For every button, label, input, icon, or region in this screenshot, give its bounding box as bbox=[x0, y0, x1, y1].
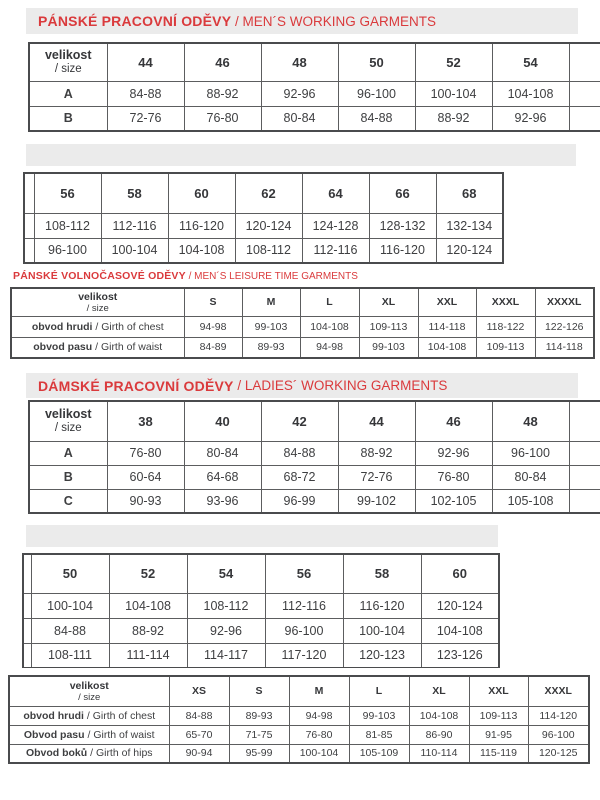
table-row bbox=[29, 465, 600, 489]
size-cell: 96-100 bbox=[492, 441, 569, 465]
mens-working-sizes-table-1 bbox=[28, 42, 600, 134]
size-cell: 109-113 bbox=[476, 337, 535, 358]
size-cell: 94-98 bbox=[300, 337, 359, 358]
cut-column-cell bbox=[569, 81, 600, 106]
size-cell: 117-120 bbox=[265, 643, 343, 668]
size-cell: 120-124 bbox=[421, 593, 499, 618]
size-column-header: 44 bbox=[338, 401, 415, 441]
size-cell: 104-108 bbox=[109, 593, 187, 618]
table-row bbox=[9, 744, 589, 763]
size-cell: 92-96 bbox=[187, 618, 265, 643]
table-row bbox=[11, 316, 594, 337]
table-row bbox=[23, 593, 499, 618]
ladies-working-sizes-table-1 bbox=[28, 400, 600, 514]
size-cell: 89-93 bbox=[229, 706, 289, 725]
row-label-cell: A bbox=[29, 441, 107, 465]
size-column-header: 52 bbox=[109, 554, 187, 593]
size-cell: 116-120 bbox=[369, 238, 436, 263]
size-cell: 120-125 bbox=[528, 744, 589, 763]
ladies-working-sizes-table-2 bbox=[22, 553, 500, 668]
row-label-cell: Obvod pasu / Girth of waist bbox=[9, 725, 169, 744]
size-cell: 104-108 bbox=[492, 81, 569, 106]
size-cell: 84-88 bbox=[31, 618, 109, 643]
size-cell: 80-84 bbox=[261, 106, 338, 131]
size-cell: 99-103 bbox=[242, 316, 300, 337]
cut-column-cell bbox=[569, 465, 600, 489]
size-cell: 104-108 bbox=[418, 337, 476, 358]
size-cell: 120-124 bbox=[436, 238, 503, 263]
size-column-header: 52 bbox=[415, 43, 492, 81]
size-cell: 100-104 bbox=[343, 618, 421, 643]
size-column-header: 50 bbox=[31, 554, 109, 593]
size-cell: 90-94 bbox=[169, 744, 229, 763]
size-cell: 60-64 bbox=[107, 465, 184, 489]
row-label-cell: obvod pasu / Girth of waist bbox=[11, 337, 184, 358]
size-column-header: 40 bbox=[184, 401, 261, 441]
size-column-header: XXL bbox=[469, 676, 528, 706]
size-cell: 102-105 bbox=[415, 489, 492, 513]
size-column-header: 38 bbox=[107, 401, 184, 441]
size-column-header: 60 bbox=[421, 554, 499, 593]
size-cell: 112-116 bbox=[302, 238, 369, 263]
size-cell: 99-103 bbox=[349, 706, 409, 725]
size-cell: 128-132 bbox=[369, 213, 436, 238]
table-row bbox=[24, 238, 503, 263]
mens-working-sizes-table-2 bbox=[23, 172, 504, 265]
row-label-cell: Obvod boků / Girth of hips bbox=[9, 744, 169, 763]
size-table bbox=[28, 42, 600, 132]
size-cell: 84-88 bbox=[107, 81, 184, 106]
section-title-cz: PÁNSKÉ VOLNOČASOVÉ ODĚVY bbox=[13, 270, 186, 282]
size-cell: 108-112 bbox=[34, 213, 101, 238]
size-column-header: 44 bbox=[107, 43, 184, 81]
size-column-header: 64 bbox=[302, 173, 369, 213]
row-label-cell: B bbox=[29, 465, 107, 489]
section-header-mens-working bbox=[26, 8, 578, 34]
size-cell: 124-128 bbox=[302, 213, 369, 238]
size-cell: 96-100 bbox=[338, 81, 415, 106]
size-cell: 122-126 bbox=[535, 316, 594, 337]
size-cell: 76-80 bbox=[184, 106, 261, 131]
size-cell: 114-117 bbox=[187, 643, 265, 668]
size-column-header: 46 bbox=[415, 401, 492, 441]
sliver-cell bbox=[24, 238, 34, 263]
size-cell: 100-104 bbox=[289, 744, 349, 763]
size-column-header: XXXL bbox=[528, 676, 589, 706]
size-column-header: 48 bbox=[492, 401, 569, 441]
size-cell: 89-93 bbox=[242, 337, 300, 358]
size-cell: 108-112 bbox=[187, 593, 265, 618]
size-cell: 90-93 bbox=[107, 489, 184, 513]
size-cell: 94-98 bbox=[184, 316, 242, 337]
size-column-header: S bbox=[184, 288, 242, 316]
size-column-header: XXXXL bbox=[535, 288, 594, 316]
size-cell: 84-88 bbox=[338, 106, 415, 131]
size-cell: 104-108 bbox=[409, 706, 469, 725]
section-divider-bar bbox=[26, 525, 498, 547]
size-cell: 92-96 bbox=[492, 106, 569, 131]
size-cell: 123-126 bbox=[421, 643, 499, 668]
table-header-row bbox=[11, 288, 594, 316]
size-column-header: L bbox=[349, 676, 409, 706]
section-header-ladies-working bbox=[26, 373, 578, 398]
size-column-header: 62 bbox=[235, 173, 302, 213]
sliver-cell bbox=[23, 554, 31, 593]
size-cell: 105-108 bbox=[492, 489, 569, 513]
size-column-header: 56 bbox=[34, 173, 101, 213]
size-cell: 65-70 bbox=[169, 725, 229, 744]
size-cell: 96-100 bbox=[265, 618, 343, 643]
size-cell: 95-99 bbox=[229, 744, 289, 763]
size-cell: 80-84 bbox=[492, 465, 569, 489]
size-column-header: 48 bbox=[261, 43, 338, 81]
size-cell: 112-116 bbox=[265, 593, 343, 618]
size-cell: 114-120 bbox=[528, 706, 589, 725]
size-column-header: 60 bbox=[168, 173, 235, 213]
size-column-header: S bbox=[229, 676, 289, 706]
table-header-row bbox=[23, 554, 499, 593]
section-title-en: / LADIES´ WORKING GARMENTS bbox=[233, 378, 448, 393]
table-row bbox=[29, 441, 600, 465]
table-row bbox=[29, 106, 600, 131]
sliver-cell bbox=[23, 618, 31, 643]
size-cell: 99-102 bbox=[338, 489, 415, 513]
size-column-header: L bbox=[300, 288, 359, 316]
size-column-header: 58 bbox=[343, 554, 421, 593]
size-label-cell: velikost / size bbox=[29, 401, 107, 441]
size-table bbox=[8, 675, 590, 764]
size-cell: 81-85 bbox=[349, 725, 409, 744]
size-cell: 76-80 bbox=[107, 441, 184, 465]
row-label-cell: obvod hrudi / Girth of chest bbox=[9, 706, 169, 725]
size-cell: 112-116 bbox=[101, 213, 168, 238]
table-row bbox=[11, 337, 594, 358]
table-header-row bbox=[29, 43, 600, 81]
size-cell: 120-123 bbox=[343, 643, 421, 668]
size-cell: 110-114 bbox=[409, 744, 469, 763]
size-cell: 104-108 bbox=[421, 618, 499, 643]
size-column-header: 50 bbox=[338, 43, 415, 81]
section-title-cz: PÁNSKÉ PRACOVNÍ ODĚVY bbox=[38, 13, 232, 29]
size-cell: 118-122 bbox=[476, 316, 535, 337]
size-label-cell: velikost / size bbox=[11, 288, 184, 316]
size-column-header: XS bbox=[169, 676, 229, 706]
size-cell: 72-76 bbox=[107, 106, 184, 131]
size-cell: 105-109 bbox=[349, 744, 409, 763]
mens-leisure-sizes-table bbox=[10, 287, 595, 359]
size-label-cell: velikost / size bbox=[29, 43, 107, 81]
size-column-header: 58 bbox=[101, 173, 168, 213]
table-header-row bbox=[9, 676, 589, 706]
row-label-cell: C bbox=[29, 489, 107, 513]
size-cell: 116-120 bbox=[343, 593, 421, 618]
size-cell: 91-95 bbox=[469, 725, 528, 744]
size-cell: 115-119 bbox=[469, 744, 528, 763]
size-column-header: 56 bbox=[265, 554, 343, 593]
size-cell: 109-113 bbox=[469, 706, 528, 725]
size-cell: 96-100 bbox=[34, 238, 101, 263]
size-cell: 120-124 bbox=[235, 213, 302, 238]
size-column-header: XL bbox=[409, 676, 469, 706]
size-cell: 99-103 bbox=[359, 337, 418, 358]
size-cell: 100-104 bbox=[31, 593, 109, 618]
table-row bbox=[9, 725, 589, 744]
section-title-cz: DÁMSKÉ PRACOVNÍ ODĚVY bbox=[38, 377, 234, 394]
size-column-header: 66 bbox=[369, 173, 436, 213]
table-header-row bbox=[29, 401, 600, 441]
row-label-cell: obvod hrudi / Girth of chest bbox=[11, 316, 184, 337]
table-row bbox=[29, 81, 600, 106]
size-cell: 114-118 bbox=[535, 337, 594, 358]
size-column-header: XXXL bbox=[476, 288, 535, 316]
size-cell: 72-76 bbox=[338, 465, 415, 489]
table-row bbox=[23, 643, 499, 668]
size-column-header: 54 bbox=[187, 554, 265, 593]
row-label-cell: A bbox=[29, 81, 107, 106]
cut-column-cell bbox=[569, 489, 600, 513]
size-column-header: XL bbox=[359, 288, 418, 316]
size-cell: 104-108 bbox=[168, 238, 235, 263]
size-cell: 96-100 bbox=[528, 725, 589, 744]
cut-column-cell bbox=[569, 106, 600, 131]
table-header-row bbox=[24, 173, 503, 213]
size-cell: 88-92 bbox=[184, 81, 261, 106]
table-row bbox=[29, 489, 600, 513]
cut-column-cell bbox=[569, 401, 600, 441]
size-cell: 92-96 bbox=[415, 441, 492, 465]
size-column-header: 46 bbox=[184, 43, 261, 81]
size-cell: 68-72 bbox=[261, 465, 338, 489]
size-cell: 80-84 bbox=[184, 441, 261, 465]
size-label-cell: velikost / size bbox=[9, 676, 169, 706]
cut-column-cell bbox=[569, 441, 600, 465]
sliver-cell bbox=[24, 173, 34, 213]
size-table bbox=[28, 400, 600, 514]
cut-column-cell bbox=[569, 43, 600, 81]
size-column-header: XXL bbox=[418, 288, 476, 316]
size-cell: 116-120 bbox=[168, 213, 235, 238]
size-table bbox=[23, 172, 504, 264]
table-row bbox=[24, 213, 503, 238]
table-row bbox=[9, 706, 589, 725]
section-header-mens-leisure bbox=[13, 268, 358, 284]
size-cell: 84-88 bbox=[169, 706, 229, 725]
size-cell: 88-92 bbox=[109, 618, 187, 643]
size-cell: 64-68 bbox=[184, 465, 261, 489]
size-column-header: 42 bbox=[261, 401, 338, 441]
size-column-header: M bbox=[242, 288, 300, 316]
section-title-en: / MEN´S LEISURE TIME GARMENTS bbox=[185, 270, 358, 282]
size-column-header: 54 bbox=[492, 43, 569, 81]
size-cell: 76-80 bbox=[289, 725, 349, 744]
size-cell: 132-134 bbox=[436, 213, 503, 238]
row-label-cell: B bbox=[29, 106, 107, 131]
size-column-header: M bbox=[289, 676, 349, 706]
sliver-cell bbox=[23, 593, 31, 618]
size-cell: 76-80 bbox=[415, 465, 492, 489]
size-cell: 96-99 bbox=[261, 489, 338, 513]
size-cell: 108-112 bbox=[235, 238, 302, 263]
size-table bbox=[22, 553, 500, 668]
sliver-cell bbox=[24, 213, 34, 238]
size-cell: 100-104 bbox=[415, 81, 492, 106]
size-cell: 108-111 bbox=[31, 643, 109, 668]
size-cell: 93-96 bbox=[184, 489, 261, 513]
size-cell: 88-92 bbox=[415, 106, 492, 131]
size-cell: 92-96 bbox=[261, 81, 338, 106]
size-cell: 71-75 bbox=[229, 725, 289, 744]
size-table bbox=[10, 287, 595, 359]
table-row bbox=[23, 618, 499, 643]
size-cell: 84-88 bbox=[261, 441, 338, 465]
size-cell: 111-114 bbox=[109, 643, 187, 668]
size-cell: 114-118 bbox=[418, 316, 476, 337]
size-cell: 109-113 bbox=[359, 316, 418, 337]
ladies-leisure-sizes-table bbox=[8, 675, 590, 764]
size-cell: 100-104 bbox=[101, 238, 168, 263]
size-cell: 94-98 bbox=[289, 706, 349, 725]
section-title-en: / MEN´S WORKING GARMENTS bbox=[231, 13, 436, 29]
size-cell: 104-108 bbox=[300, 316, 359, 337]
sliver-cell bbox=[23, 643, 31, 668]
size-cell: 88-92 bbox=[338, 441, 415, 465]
size-cell: 84-89 bbox=[184, 337, 242, 358]
size-column-header: 68 bbox=[436, 173, 503, 213]
size-cell: 86-90 bbox=[409, 725, 469, 744]
section-divider-bar bbox=[26, 144, 576, 166]
